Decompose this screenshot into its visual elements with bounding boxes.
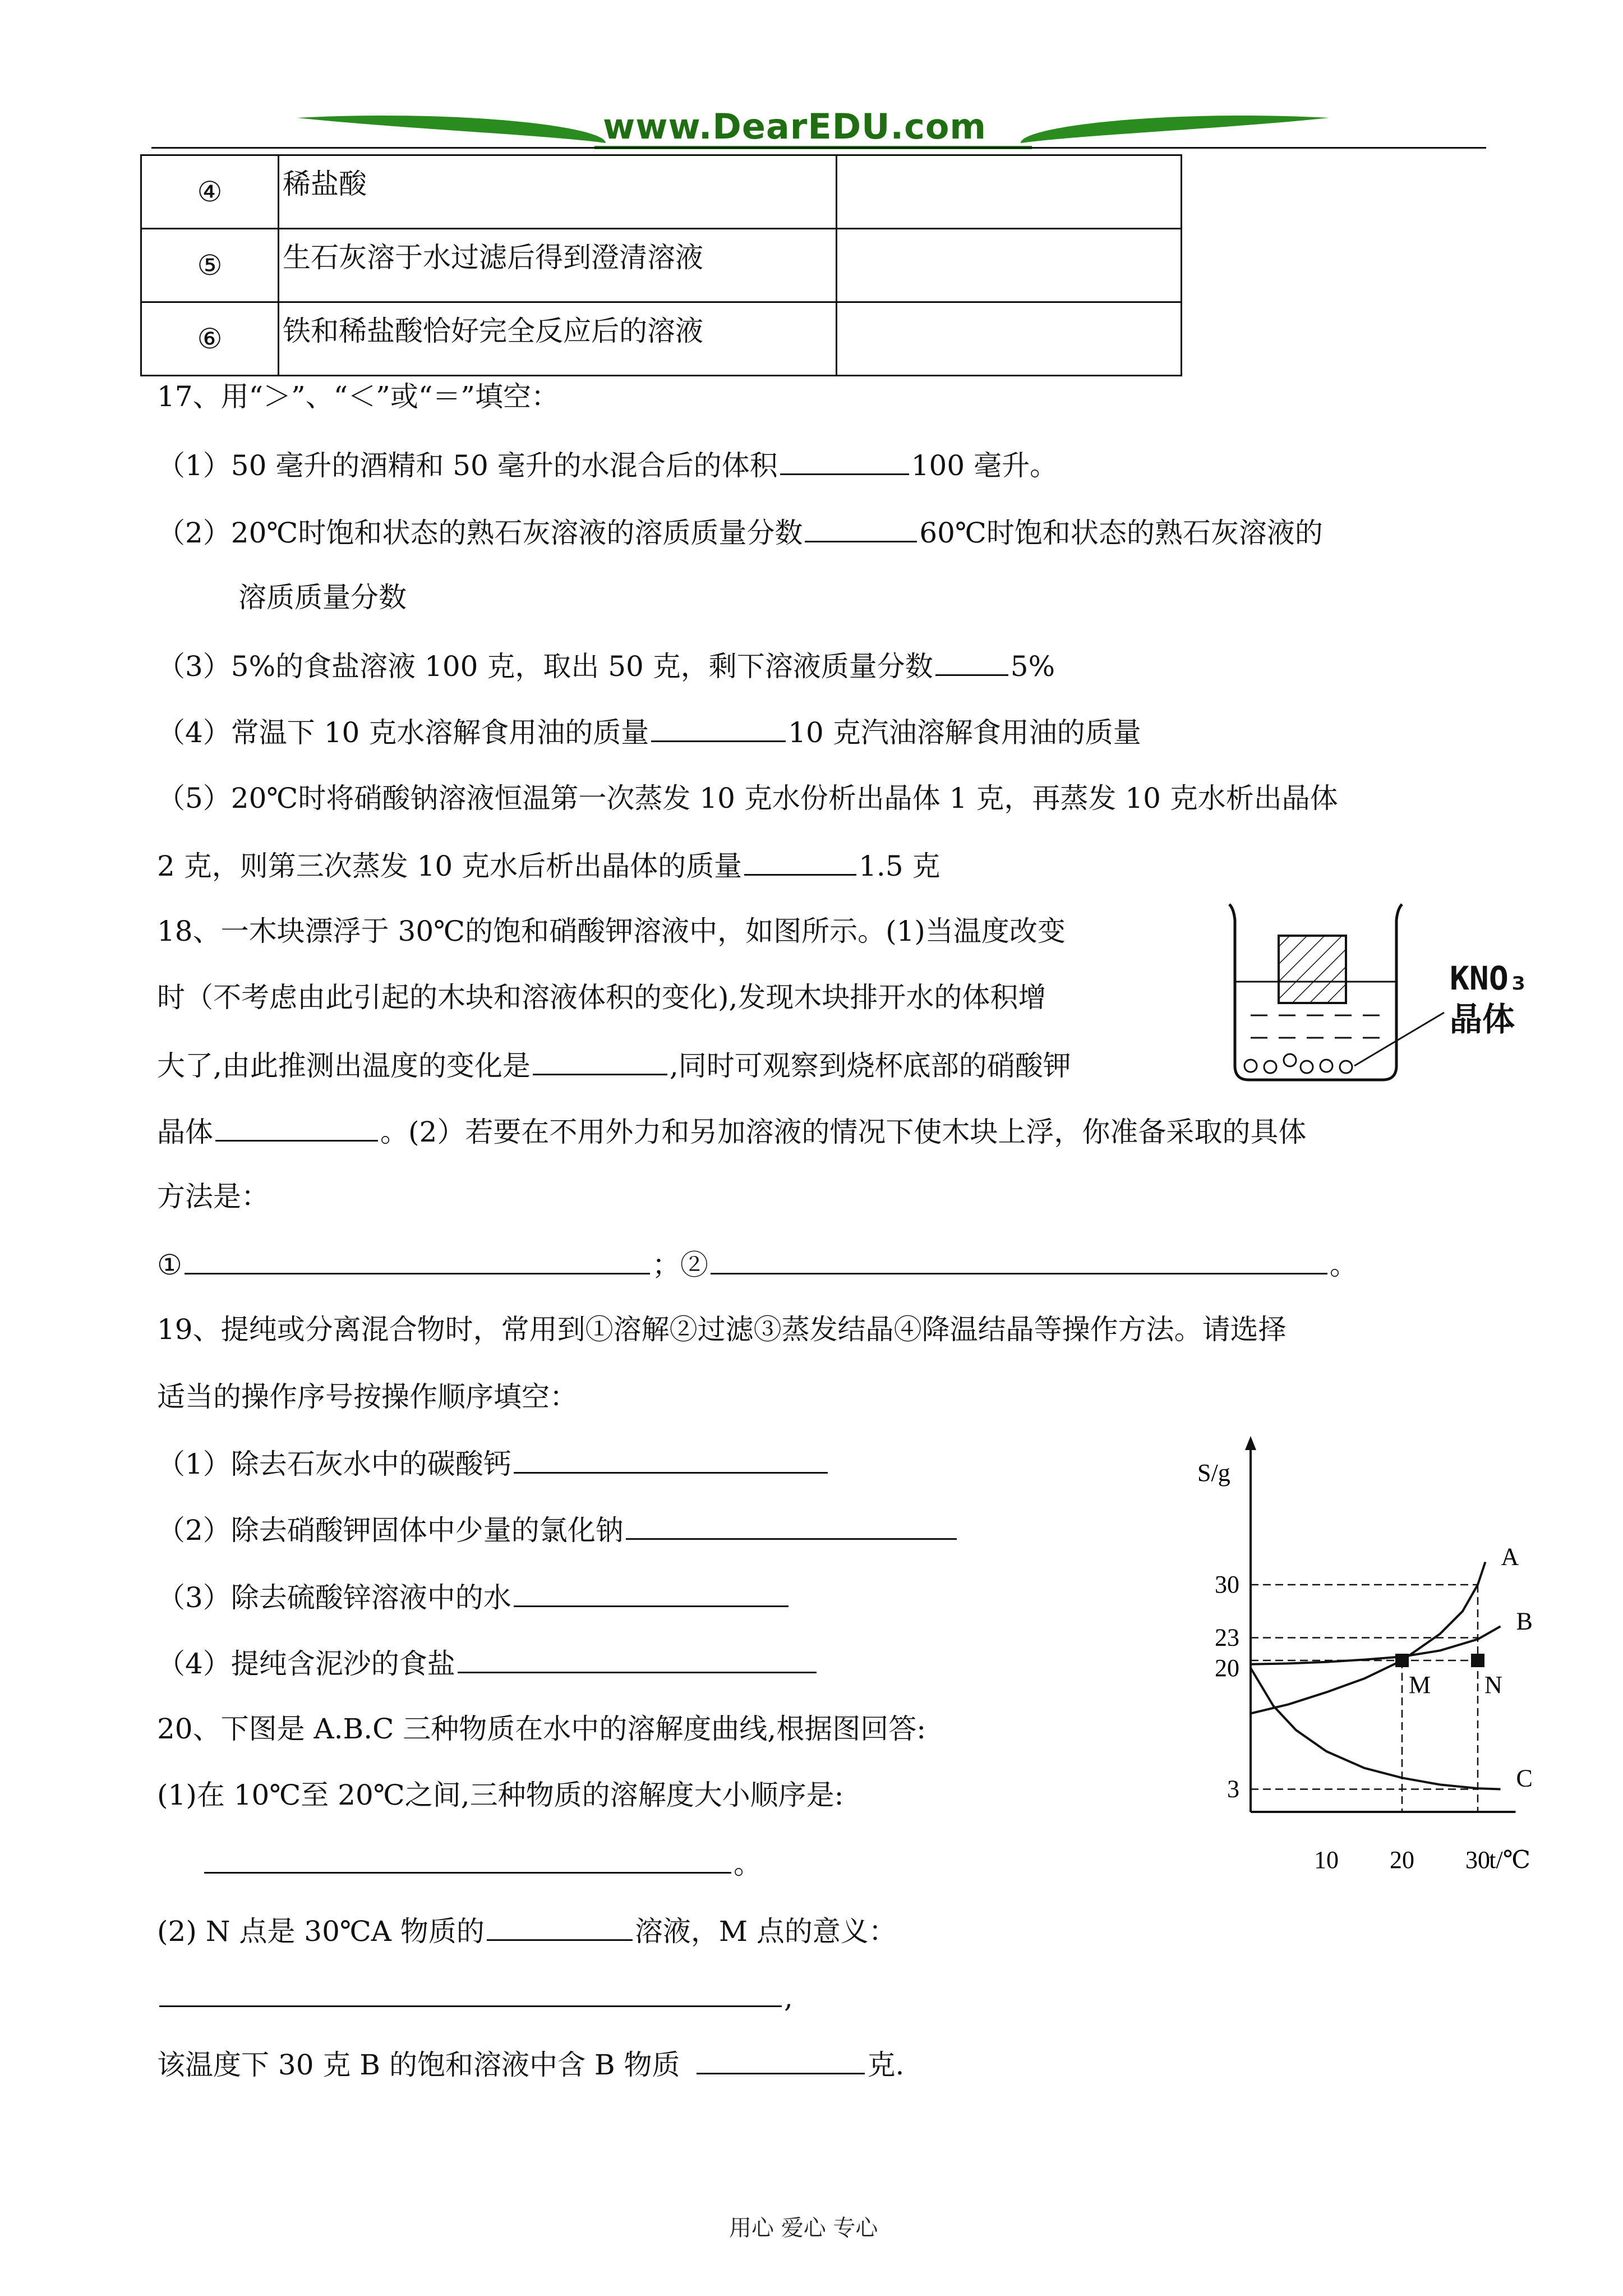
y-axis-arrow [1245,1436,1256,1450]
x-axis-label: t/℃ [1489,1846,1530,1874]
answer-blank[interactable] [935,645,1008,676]
crystal-label: 晶体 [1450,1000,1515,1038]
q17-item-1: （1）50 毫升的酒精和 50 毫升的水混合后的体积 100 毫升。 [157,444,1058,485]
q19-line-2: 适当的操作序号按操作顺序填空： [157,1381,578,1413]
substance-table [140,154,1182,376]
answer-blank[interactable] [159,1976,782,2007]
answer-blank[interactable] [458,1642,817,1673]
q20-line-5: , [157,1976,793,2017]
q19-line-1: 19、提纯或分离混合物时，常用到①溶解②过滤③蒸发结晶④降温结晶等操作方法。请选择 [157,1313,1287,1346]
answer-blank[interactable] [215,1111,378,1142]
q18-line-1: 18、一木块漂浮于 30℃的饱和硝酸钾溶液中，如图所示。(1)当温度改变 [157,915,1066,947]
q17-item-4: （4）常温下 10 克水溶解食用油的质量 10 克汽油溶解食用油的质量 [157,711,1141,752]
y-tick-label: 30 [1215,1571,1239,1598]
row-answer-cell[interactable] [837,229,1182,302]
point-marker-n [1471,1654,1484,1667]
y-tick-label: 3 [1227,1775,1239,1803]
q20-line-3: 。 [202,1843,762,1884]
q19-item-2: （2）除去硝酸钾固体中少量的氯化钠 [157,1509,959,1550]
answer-blank[interactable] [744,845,856,876]
crystals [1244,1054,1352,1073]
y-tick-label: 20 [1215,1654,1239,1682]
row-answer-cell[interactable] [837,302,1182,376]
solubility-chart [1178,1425,1604,1885]
x-tick-label: 10 [1314,1846,1339,1874]
table-row [141,155,1182,229]
table-row [141,229,1182,302]
x-tick-label: 30 [1465,1846,1490,1874]
row-number: ⑥ [141,302,279,376]
row-substance: 生石灰溶于水过滤后得到澄清溶液 [279,229,837,302]
row-substance: 稀盐酸 [279,155,837,229]
q18-line-6: ① ；② 。 [157,1244,1358,1285]
q20-line-1: 20、下图是 A.B.C 三种物质在水中的溶解度曲线,根据图回答: [157,1713,926,1745]
series-label-b: B [1516,1607,1533,1635]
q20-line-2: (1)在 10℃至 20℃之间,三种物质的溶解度大小顺序是: [157,1779,844,1811]
table-row [141,302,1182,376]
solubility-chart-svg [1178,1425,1604,1885]
answer-blank[interactable] [626,1509,957,1540]
q20-line-6: 该温度下 30 克 B 的饱和溶液中含 B 物质 克. [157,2044,904,2085]
answer-blank[interactable] [514,1576,789,1607]
row-number: ⑤ [141,229,279,302]
q19-item-1: （1）除去石灰水中的碳酸钙 [157,1443,830,1484]
q18-line-3: 大了,由此推测出温度的变化是 ,同时可观察到烧杯底部的硝酸钾 [157,1045,1071,1085]
q17-item-2: （2）20℃时饱和状态的熟石灰溶液的溶质质量分数 60℃时饱和状态的熟石灰溶液的 [157,512,1323,553]
q18-line-4: 晶体 。(2）若要在不用外力和另加溶液的情况下使木块上浮，你准备采取的具体 [157,1111,1306,1152]
point-label-n: N [1484,1671,1502,1699]
answer-blank[interactable] [805,512,917,542]
answer-blank[interactable] [533,1045,667,1075]
answer-blank[interactable] [711,1244,1327,1274]
q18-line-5: 方法是： [157,1180,269,1213]
series-line-c [1251,1668,1501,1789]
answer-blank[interactable] [185,1244,650,1274]
q19-item-4: （4）提纯含泥沙的食盐 [157,1642,819,1683]
row-substance: 铁和稀盐酸恰好完全反应后的溶液 [279,302,837,376]
header-rule [151,147,1486,149]
q17-item-3: （3）5%的食盐溶液 100 克，取出 50 克，剩下溶液质量分数 5% [157,645,1055,686]
q19-item-3: （3）除去硫酸锌溶液中的水 [157,1576,791,1617]
logo-text: www.DearEDU.com [603,106,987,147]
wood-block [1279,936,1346,1003]
answer-blank[interactable] [697,2044,865,2074]
x-tick-label: 20 [1390,1846,1414,1874]
point-label-m: M [1409,1671,1431,1699]
series-label-a: A [1501,1543,1519,1571]
beaker-figure [1223,898,1537,1094]
answer-blank[interactable] [204,1843,731,1874]
y-tick-label: 23 [1215,1623,1239,1651]
row-answer-cell[interactable] [837,155,1182,229]
answer-blank[interactable] [651,711,786,742]
kno3-label: KNO₃ [1450,959,1528,997]
series-label-c: C [1516,1764,1533,1792]
q17-title: 17、用“＞”、“＜”或“＝”填空： [157,380,559,413]
point-marker-m [1395,1654,1409,1667]
y-axis-label: S/g [1197,1459,1230,1487]
q17-item-5-cont: 2 克，则第三次蒸发 10 克水后析出晶体的质量 1.5 克 [157,845,940,886]
q17-item-2-cont: 溶质质量分数 [238,581,407,614]
footer-text: 用心 爱心 专心 [729,2215,878,2241]
answer-blank[interactable] [487,1910,633,1941]
q18-line-2: 时（不考虑由此引起的木块和溶液体积的变化),发现木块排开水的体积增 [157,981,1046,1014]
series-line-b [1251,1626,1501,1664]
row-number: ④ [141,155,279,229]
q17-item-5: （5）20℃时将硝酸钠溶液恒温第一次蒸发 10 克水份析出晶体 1 克，再蒸发 10 克水析出晶体 [157,782,1338,815]
q20-line-4: (2) N 点是 30℃A 物质的 溶液，M 点的意义： [157,1910,897,1951]
answer-blank[interactable] [514,1443,828,1474]
answer-blank[interactable] [780,444,909,475]
